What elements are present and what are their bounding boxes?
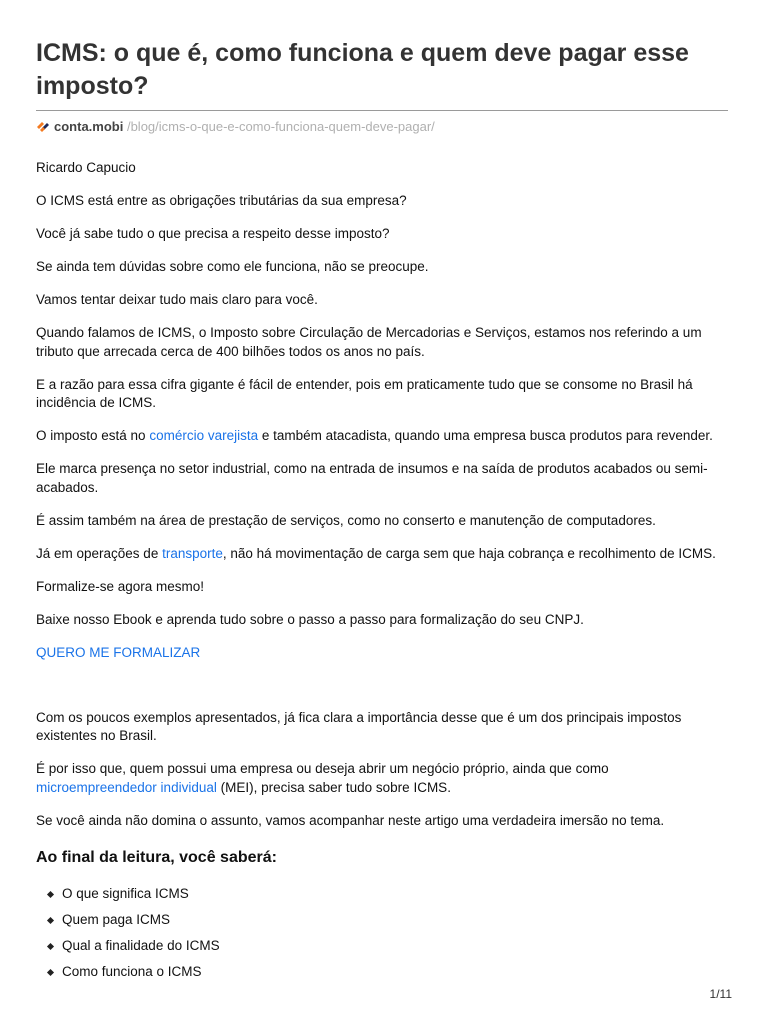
paragraph-text: e também atacadista, quando uma empresa busca produtos para revender. [258, 428, 713, 443]
comercio-varejista-link[interactable]: comércio varejista [149, 428, 259, 443]
page-number: 1/11 [709, 987, 732, 1001]
paragraph: É assim também na área de prestação de serviços, como no conserto e manutenção de computadores. [36, 512, 656, 528]
paragraph: Formalize-se agora mesmo! [36, 578, 205, 594]
list-item-text: Qual a finalidade do ICMS [62, 938, 220, 953]
source-path: /blog/icms-o-que-e-como-funciona-quem-deve-pagar/ [126, 119, 435, 134]
list-item-text: Quem paga ICMS [62, 912, 171, 927]
paragraph: Se ainda tem dúvidas sobre como ele funciona, não se preocupe. [36, 259, 429, 274]
spacer [36, 677, 728, 709]
summary-list [36, 885, 728, 982]
conta-mobi-logo-icon [36, 119, 50, 133]
source-url [36, 119, 435, 135]
paragraph [36, 545, 728, 564]
transporte-link[interactable]: transporte [162, 545, 223, 561]
article-title: ICMS: o que é, como funciona e quem deve pagar esse imposto? [36, 39, 689, 100]
paragraph-text: (MEI), precisa saber tudo sobre ICMS. [216, 779, 451, 795]
paragraph: Você já sabe tudo o que precisa a respeito desse imposto? [36, 226, 390, 241]
bullet-icon [47, 969, 54, 976]
quero-me-formalizar-link[interactable]: QUERO ME FORMALIZAR [36, 644, 201, 660]
bullet-icon [47, 917, 54, 924]
paragraph: Quando falamos de ICMS, o Imposto sobre Circulação de Mercadorias e Serviços, estamos nos referindo a um tributo que arrecada cerca de 400 bilhões todos os anos no país. [36, 325, 702, 359]
paragraph: O ICMS está entre as obrigações tributárias da sua empresa? [36, 193, 407, 208]
article-body [36, 159, 728, 989]
paragraph-text: O imposto está no [36, 428, 150, 443]
paragraph-text: É por isso que, quem possui uma empresa ou deseja abrir um negócio próprio, ainda que como [36, 761, 609, 776]
paragraph: Vamos tentar deixar tudo mais claro para você. [36, 292, 318, 307]
paragraph: Ele marca presença no setor industrial, como na entrada de insumos e na saída de produtos acabados ou semi-acabados. [36, 461, 708, 495]
list-item-text: O que significa ICMS [62, 886, 189, 901]
list-item-text: Como funciona o ICMS [62, 964, 202, 979]
paragraph: E a razão para essa cifra gigante é fácil de entender, pois em praticamente tudo que se consome no Brasil há incidência de ICMS. [36, 376, 693, 410]
list-item [36, 937, 728, 956]
source-domain: conta.mobi [54, 119, 124, 134]
paragraph [36, 427, 728, 446]
paragraph: Com os poucos exemplos apresentados, já fica clara a importância desse que é um dos principais impostos existentes no Brasil. [36, 709, 682, 743]
bullet-icon [47, 943, 54, 950]
paragraph-text: Já em operações de [36, 545, 163, 561]
paragraph [36, 760, 728, 797]
list-item [36, 911, 728, 930]
section-heading: Ao final da leitura, você saberá: [36, 849, 277, 866]
list-item [36, 963, 728, 982]
paragraph: Baixe nosso Ebook e aprenda tudo sobre o passo a passo para formalização do seu CNPJ. [36, 611, 584, 627]
author-name: Ricardo Capucio [36, 160, 136, 175]
cta-paragraph [36, 644, 728, 663]
microempreendedor-individual-link[interactable]: microempreendedor individual [36, 779, 217, 795]
title-divider [36, 110, 728, 111]
bullet-icon [47, 891, 54, 898]
paragraph: Se você ainda não domina o assunto, vamos acompanhar neste artigo uma verdadeira imersão no tema. [36, 812, 665, 828]
paragraph-text: , não há movimentação de carga sem que haja cobrança e recolhimento de ICMS. [222, 545, 716, 561]
list-item [36, 885, 728, 904]
